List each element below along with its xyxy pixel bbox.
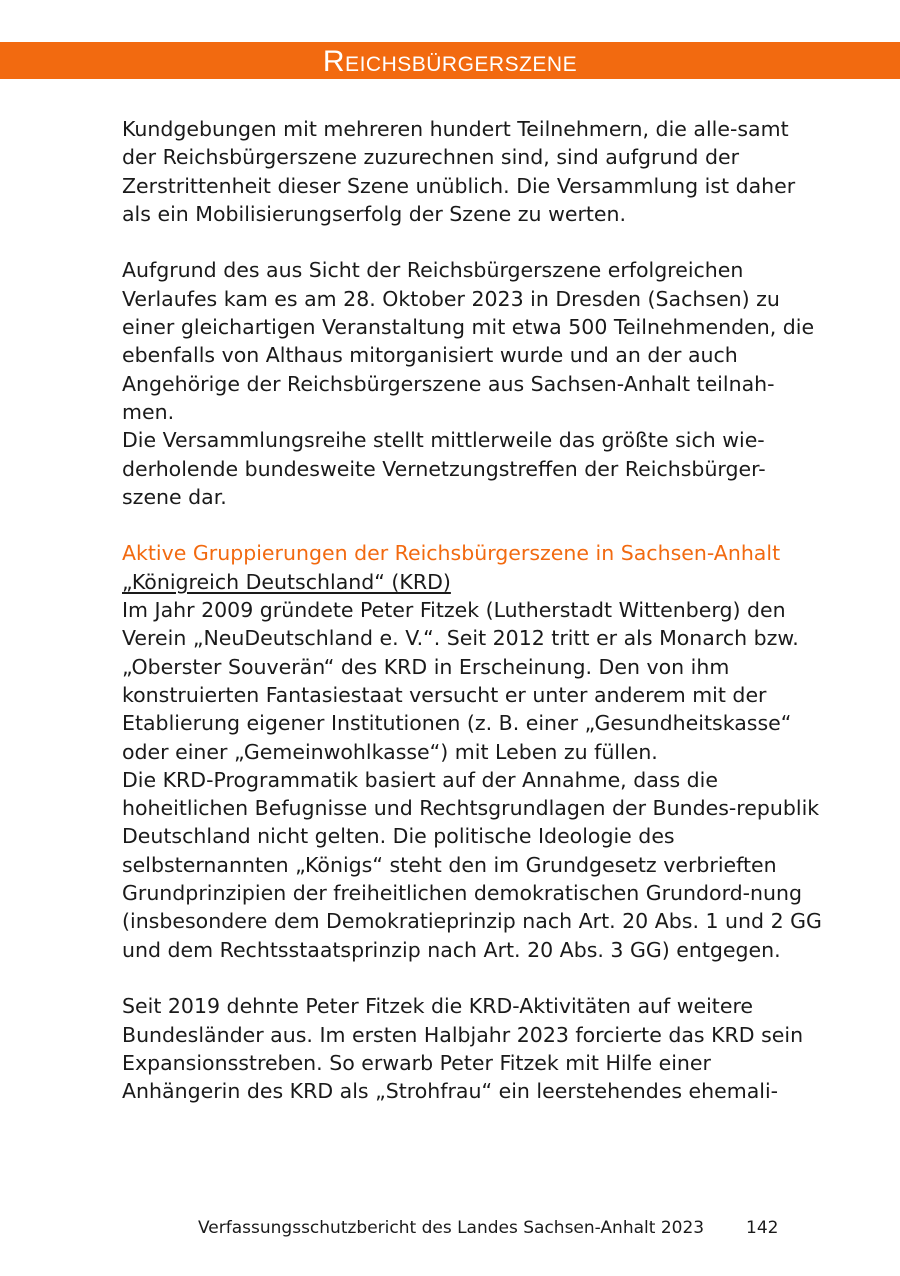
page-number: 142 <box>746 1218 779 1238</box>
paragraph-1: Kundgebungen mit mehreren hundert Teilnehmern, die alle-samt der Reichsbürgerszene zuzurechnen sind, sind aufgrund der Zerstrittenheit dieser Szene unüblich. Die Versammlung ist daher als ein Mobilisierungserfolg der Szene zu werten. <box>122 117 796 226</box>
section-subheading: Aktive Gruppierungen der Reichsbürgerszene in Sachsen-Anhalt <box>122 541 781 566</box>
page-content <box>122 115 822 1105</box>
footer-report-title: Verfassungsschutzbericht des Landes Sachsen-Anhalt 2023 <box>198 1218 705 1238</box>
paragraph-6: Seit 2019 dehnte Peter Fitzek die KRD-Aktivitäten auf weitere Bundesländer aus. Im ersten Halbjahr 2023 forcierte das KRD sein Expansionsstreben. So erwarb Peter Fitzek mit Hilfe einer Anhängerin des KRD als „Strohfrau“ ein leerstehendes ehemali- <box>122 994 804 1104</box>
paragraph-3: Die Versammlungsreihe stellt mittlerweile das größte sich wie-derholende bundesweite Vernetzungstreffen der Reichsbürger-szene dar. <box>122 428 766 509</box>
paragraph-4: Im Jahr 2009 gründete Peter Fitzek (Lutherstadt Wittenberg) den Verein „NeuDeutschland e. V.“. Seit 2012 tritt er als Monarch bzw. „Oberster Souverän“ des KRD in Erscheinung. Den von ihm konstruierten Fantasiestaat versucht er unter anderem mit der Etablierung eigener Institutionen (z. B. einer „Gesundheitskasse“ oder einer „Gemeinwohlkasse“) mit Leben zu füllen. <box>122 598 799 764</box>
group-title: „Königreich Deutschland“ (KRD) <box>122 569 451 594</box>
paragraph-5: Die KRD-Programmatik basiert auf der Annahme, dass die hoheitlichen Befugnisse und Rechtsgrundlagen der Bundes-republik Deutschland nicht gelten. Die politische Ideologie des selbsternannten „Königs“ steht den im Grundgesetz verbrieften Grundprinzipien der freiheitlichen demokratischen Grundord-nung (insbesondere dem Demokratieprinzip nach Art. 20 Abs. 1 und 2 GG und dem Rechtsstaatsprinzip nach Art. 20 Abs. 3 GG) entgegen. <box>122 767 822 962</box>
paragraph-gap <box>122 964 822 992</box>
page-footer <box>0 1214 900 1242</box>
paragraph-gap <box>122 228 822 256</box>
chapter-title: Reichsbürgerszene <box>322 45 578 78</box>
paragraph-2: Aufgrund des aus Sicht der Reichsbürgerszene erfolgreichen Verlaufes kam es am 28. Oktober 2023 in Dresden (Sachsen) zu einer gleichartigen Veranstaltung mit etwa 500 Teilnehmenden, die ebenfalls von Althaus mitorganisiert wurde und an der auch Angehörige der Reichsbürgerszene aus Sachsen-Anhalt teilnah-men. <box>122 258 815 424</box>
paragraph-gap <box>122 511 822 539</box>
